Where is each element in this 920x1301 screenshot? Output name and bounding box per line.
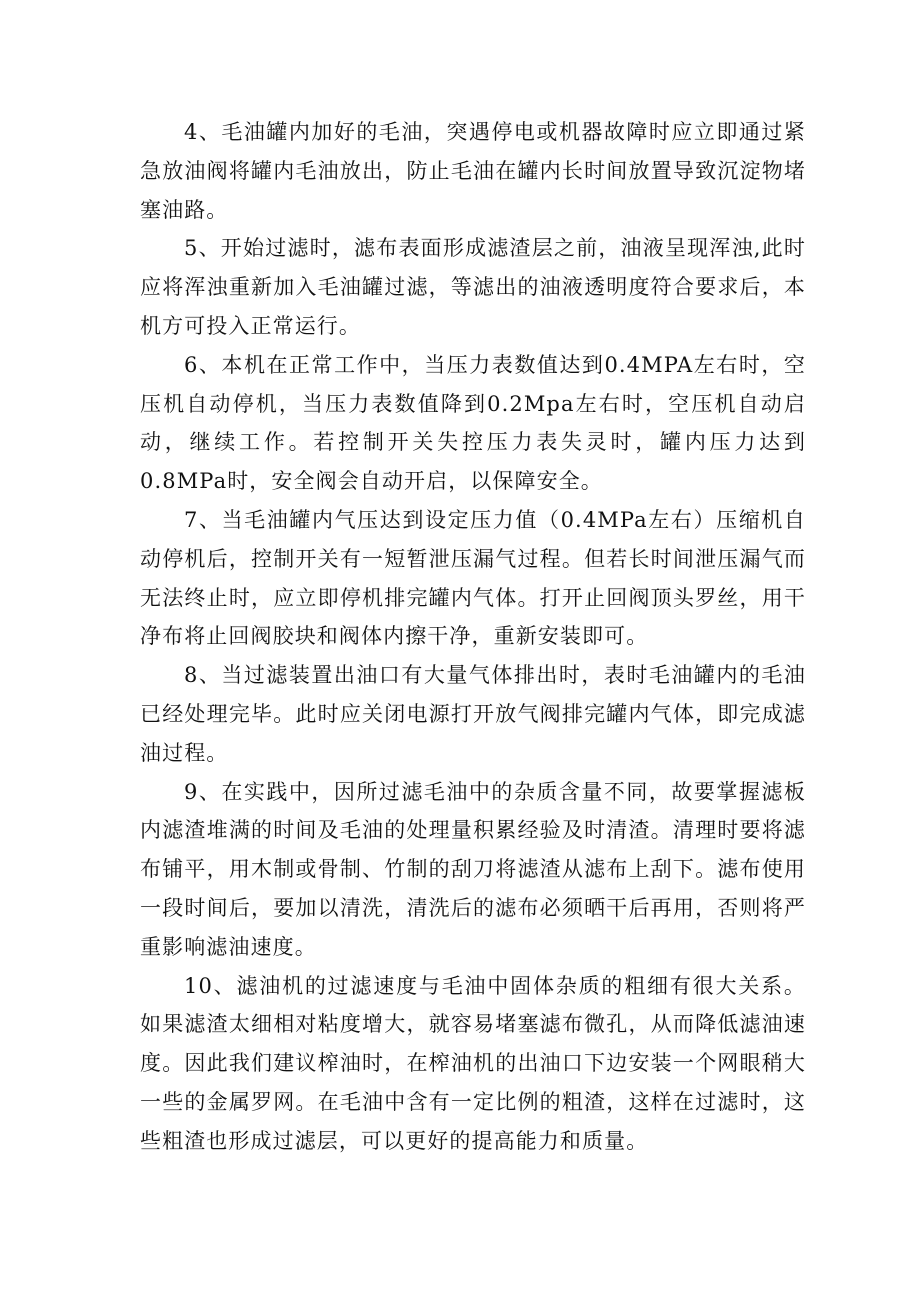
paragraph-5: 5、开始过滤时，滤布表面形成滤渣层之前，油液呈现浑浊,此时应将浑浊重新加入毛油罐过滤，等滤出的油液透明度符合要求后，本机方可投入正常运行。 (140, 236, 806, 338)
paragraph-4: 4、毛油罐内加好的毛油，突遇停电或机器故障时应立即通过紧急放油阀将罐内毛油放出，防止毛油在罐内长时间放置导致沉淀物堵塞油路。 (140, 120, 806, 222)
paragraph-10: 10、滤油机的过滤速度与毛油中固体杂质的粗细有很大关系。如果滤渣太细相对粘度增大，就容易堵塞滤布微孔，从而降低滤油速度。因此我们建议榨油时，在榨油机的出油口下边安装一个网眼稍大一些的金属罗网。在毛油中含有一定比例的粗渣，这样在过滤时，这些粗渣也形成过滤层，可以更好的提高能力和质量。 (140, 973, 806, 1153)
paragraph-6: 6、本机在正常工作中，当压力表数值达到0.4MPA左右时，空压机自动停机，当压力表数值降到0.2Mpa左右时，空压机自动启动，继续工作。若控制开关失控压力表失灵时，罐内压力达到0.8MPa时，安全阀会自动开启，以保障安全。 (140, 352, 806, 494)
paragraph-7: 7、当毛油罐内气压达到设定压力值（0.4MPa左右）压缩机自动停机后，控制开关有一短暂泄压漏气过程。但若长时间泄压漏气而无法终止时，应立即停机排完罐内气体。打开止回阀顶头罗丝，用干净布将止回阀胶块和阀体内擦干净，重新安装即可。 (140, 507, 806, 649)
paragraph-9: 9、在实践中，因所过滤毛油中的杂质含量不同，故要掌握滤板内滤渣堆满的时间及毛油的处理量积累经验及时清渣。清理时要将滤布铺平，用木制或骨制、竹制的刮刀将滤渣从滤布上刮下。滤布使用一段时间后，要加以清洗，清洗后的滤布必须晒干后再用，否则将严重影响滤油速度。 (140, 779, 806, 959)
document-body (140, 113, 806, 1161)
paragraph-8: 8、当过滤装置出油口有大量气体排出时，表时毛油罐内的毛油已经处理完毕。此时应关闭电源打开放气阀排完罐内气体，即完成滤油过程。 (140, 663, 806, 765)
